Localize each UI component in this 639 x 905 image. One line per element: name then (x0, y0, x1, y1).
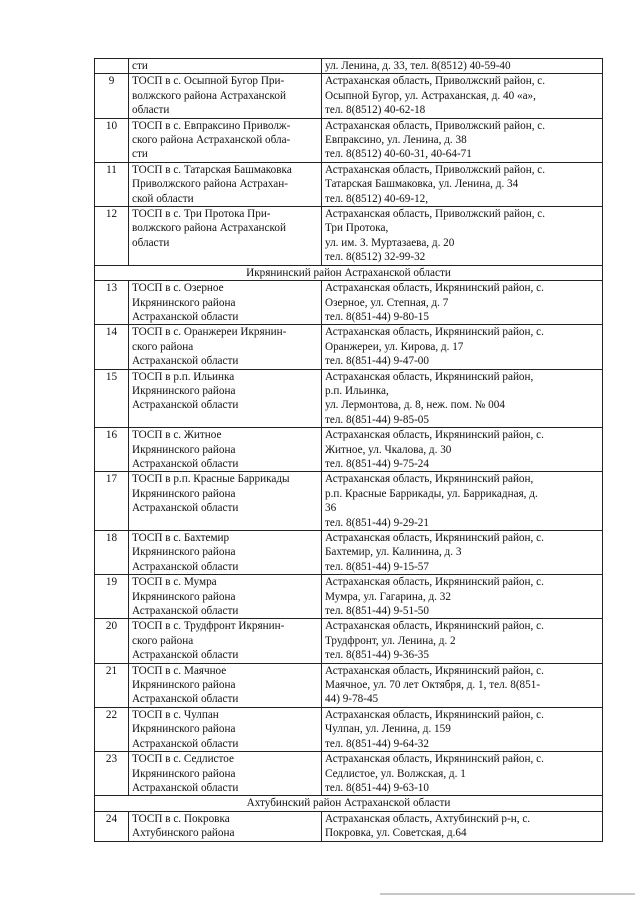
office-address-cell (322, 325, 603, 369)
table-row (95, 663, 603, 707)
office-address-cell (322, 752, 603, 796)
office-address: Астраханская область, Икрянинский район, с. Житное, ул. Чкалова, д. 30 тел. 8(851-44) 9-75-24 (325, 429, 544, 470)
office-address-cell (322, 707, 603, 751)
row-number: 24 (95, 811, 129, 841)
office-address-cell (322, 162, 603, 206)
office-address: Астраханская область, Икрянинский район, с. Бахтемир, ул. Калинина, д. 3 тел. 8(851-44) 9-15-57 (325, 532, 544, 573)
office-address-cell (322, 74, 603, 118)
table-row (95, 472, 603, 531)
office-address: Астраханская область, Приволжский район, с. Три Протока, ул. им. З. Муртазаева, д. 20 тел. 8(8512) 32-99-32 (325, 208, 546, 264)
row-number: 11 (95, 162, 129, 206)
office-name-cell (129, 575, 322, 619)
table-row (95, 811, 603, 841)
office-name-cell (129, 663, 322, 707)
table-row (95, 619, 603, 663)
table-row (95, 118, 603, 162)
table-row (95, 369, 603, 428)
office-name-cell (129, 707, 322, 751)
row-number: 21 (95, 663, 129, 707)
office-address: Астраханская область, Икрянинский район, с. Озерное, ул. Степная, д. 7 тел. 8(851-44) 9-80-15 (325, 282, 544, 323)
section-header-row (95, 796, 603, 811)
office-address: Астраханская область, Икрянинский район, р.п. Ильинка, ул. Лермонтова, д. 8, неж. пом. № 004 тел. 8(851-44) 9-85-05 (325, 370, 534, 426)
office-name: ТОСП в с. Покровка Ахтубинского района (132, 812, 235, 840)
office-address-cell (322, 428, 603, 472)
office-name-cell (129, 118, 322, 162)
table-row (95, 325, 603, 369)
office-address: Астраханская область, Ахтубинский р-н, с. Покровка, ул. Советская, д.64 (325, 812, 531, 840)
office-name: ТОСП в с. Осыпной Бугор При- волжского района Астраханской области (132, 75, 286, 117)
office-address: Астраханская область, Приволжский район, с. Осыпной Бугор, ул. Астраханская, д. 40 «а», тел. 8(8512) 40-62-18 (325, 75, 546, 117)
row-number: 23 (95, 752, 129, 796)
section-title: Икрянинский район Астраханской области (95, 265, 603, 280)
office-address: Астраханская область, Приволжский район, с. Евпраксино, ул. Ленина, д. 38 тел. 8(8512) 40-60-31, 40-64-71 (325, 119, 546, 161)
row-number: 22 (95, 707, 129, 751)
office-name: ТОСП в с. Евпраксино Приволж- ского района Астраханской обла- сти (132, 119, 291, 161)
office-address: Астраханская область, Икрянинский район, с. Мумра, ул. Гагарина, д. 32 тел. 8(851-44) 9-51-50 (325, 576, 544, 618)
section-title: Ахтубинский район Астраханской области (95, 796, 603, 811)
office-name: ТОСП в с. Бахтемир Икрянинского района Астраханской области (132, 532, 239, 573)
office-name-cell (129, 811, 322, 841)
row-number: 18 (95, 531, 129, 575)
office-address-cell (322, 531, 603, 575)
office-name: ТОСП в с. Три Протока При- волжского района Астраханской области (132, 208, 286, 249)
office-name: ТОСП в с. Озерное Икрянинского района Астраханской области (132, 282, 239, 323)
office-address-cell (322, 207, 603, 266)
table-row (95, 752, 603, 796)
office-name-cell (129, 428, 322, 472)
office-name: ТОСП в р.п. Красные Баррикады Икрянинского района Астраханской области (132, 473, 290, 515)
table-row (95, 162, 603, 206)
table-row (95, 74, 603, 118)
row-number: 14 (95, 325, 129, 369)
office-name: ТОСП в с. Трудфронт Икрянин- ского района Астраханской области (132, 620, 285, 662)
office-address-cell (322, 118, 603, 162)
office-name: ТОСП в с. Оранжереи Икрянин- ского района Астраханской области (132, 326, 287, 368)
office-address-cell (322, 575, 603, 619)
row-number: 13 (95, 281, 129, 325)
scan-edge-mark (380, 893, 635, 895)
office-address-cell (322, 619, 603, 663)
office-name: ТОСП в с. Мумра Икрянинского района Астраханской области (132, 576, 239, 618)
office-address-cell (322, 369, 603, 428)
office-name: ТОСП в с. Чулпан Икрянинского района Астраханской области (132, 708, 239, 750)
office-name-cell (129, 619, 322, 663)
office-address-cell (322, 59, 603, 74)
table-row (95, 281, 603, 325)
row-number: 15 (95, 369, 129, 428)
office-name: ТОСП в с. Седлистое Икрянинского района Астраханской области (132, 753, 239, 794)
office-address: Астраханская область, Икрянинский район, с. Оранжереи, ул. Кирова, д. 17 тел. 8(851-44) 9-47-00 (325, 326, 544, 368)
table-row (95, 59, 603, 74)
office-address-cell (322, 281, 603, 325)
row-number: 20 (95, 619, 129, 663)
row-number: 9 (95, 74, 129, 118)
offices-table-body (95, 59, 603, 842)
office-address-cell (322, 472, 603, 531)
office-address: Астраханская область, Икрянинский район, с. Трудфронт, ул. Ленина, д. 2 тел. 8(851-44) 9-36-35 (325, 620, 544, 662)
table-row (95, 707, 603, 751)
table-row (95, 428, 603, 472)
office-address-cell (322, 663, 603, 707)
office-name-cell (129, 472, 322, 531)
row-number: 10 (95, 118, 129, 162)
office-address: Астраханская область, Икрянинский район, с. Маячное, ул. 70 лет Октября, д. 1, тел. 8(851- 44) 9-78-45 (325, 664, 544, 706)
office-address-cell (322, 811, 603, 841)
office-name-cell (129, 207, 322, 266)
table-row (95, 575, 603, 619)
section-header-row (95, 265, 603, 280)
office-name: ТОСП в р.п. Ильинка Икрянинского района Астраханской области (132, 370, 239, 412)
office-name-cell (129, 752, 322, 796)
office-name: ТОСП в с. Житное Икрянинского района Астраханской области (132, 429, 239, 470)
office-name-cell (129, 369, 322, 428)
office-name: ТОСП в с. Татарская Башмаковка Приволжского района Астрахан- ской области (132, 163, 292, 205)
office-name-cell (129, 59, 322, 74)
office-name-cell (129, 325, 322, 369)
office-address: ул. Ленина, д. 33, тел. 8(8512) 40-59-40 (325, 60, 511, 72)
office-address: Астраханская область, Икрянинский район, с. Чулпан, ул. Ленина, д. 159 тел. 8(851-44) 9-64-32 (325, 708, 544, 750)
row-number: 16 (95, 428, 129, 472)
row-number: 17 (95, 472, 129, 531)
office-name-cell (129, 281, 322, 325)
office-address: Астраханская область, Икрянинский район, р.п. Красные Баррикады, ул. Баррикадная, д. 36 тел. 8(851-44) 9-29-21 (325, 473, 538, 529)
office-address: Астраханская область, Приволжский район, с. Татарская Башмаковка, ул. Ленина, д. 34 тел. 8(8512) 40-69-12, (325, 163, 546, 205)
row-number: 19 (95, 575, 129, 619)
table-row (95, 531, 603, 575)
office-name: ТОСП в с. Маячное Икрянинского района Астраханской области (132, 664, 239, 706)
row-number (95, 59, 129, 74)
office-name-cell (129, 531, 322, 575)
row-number: 12 (95, 207, 129, 266)
table-row (95, 207, 603, 266)
office-name-cell (129, 74, 322, 118)
office-address: Астраханская область, Икрянинский район, с. Седлистое, ул. Волжская, д. 1 тел. 8(851-44) 9-63-10 (325, 753, 544, 794)
office-name-cell (129, 162, 322, 206)
office-name: сти (132, 60, 148, 72)
offices-table (94, 58, 603, 842)
